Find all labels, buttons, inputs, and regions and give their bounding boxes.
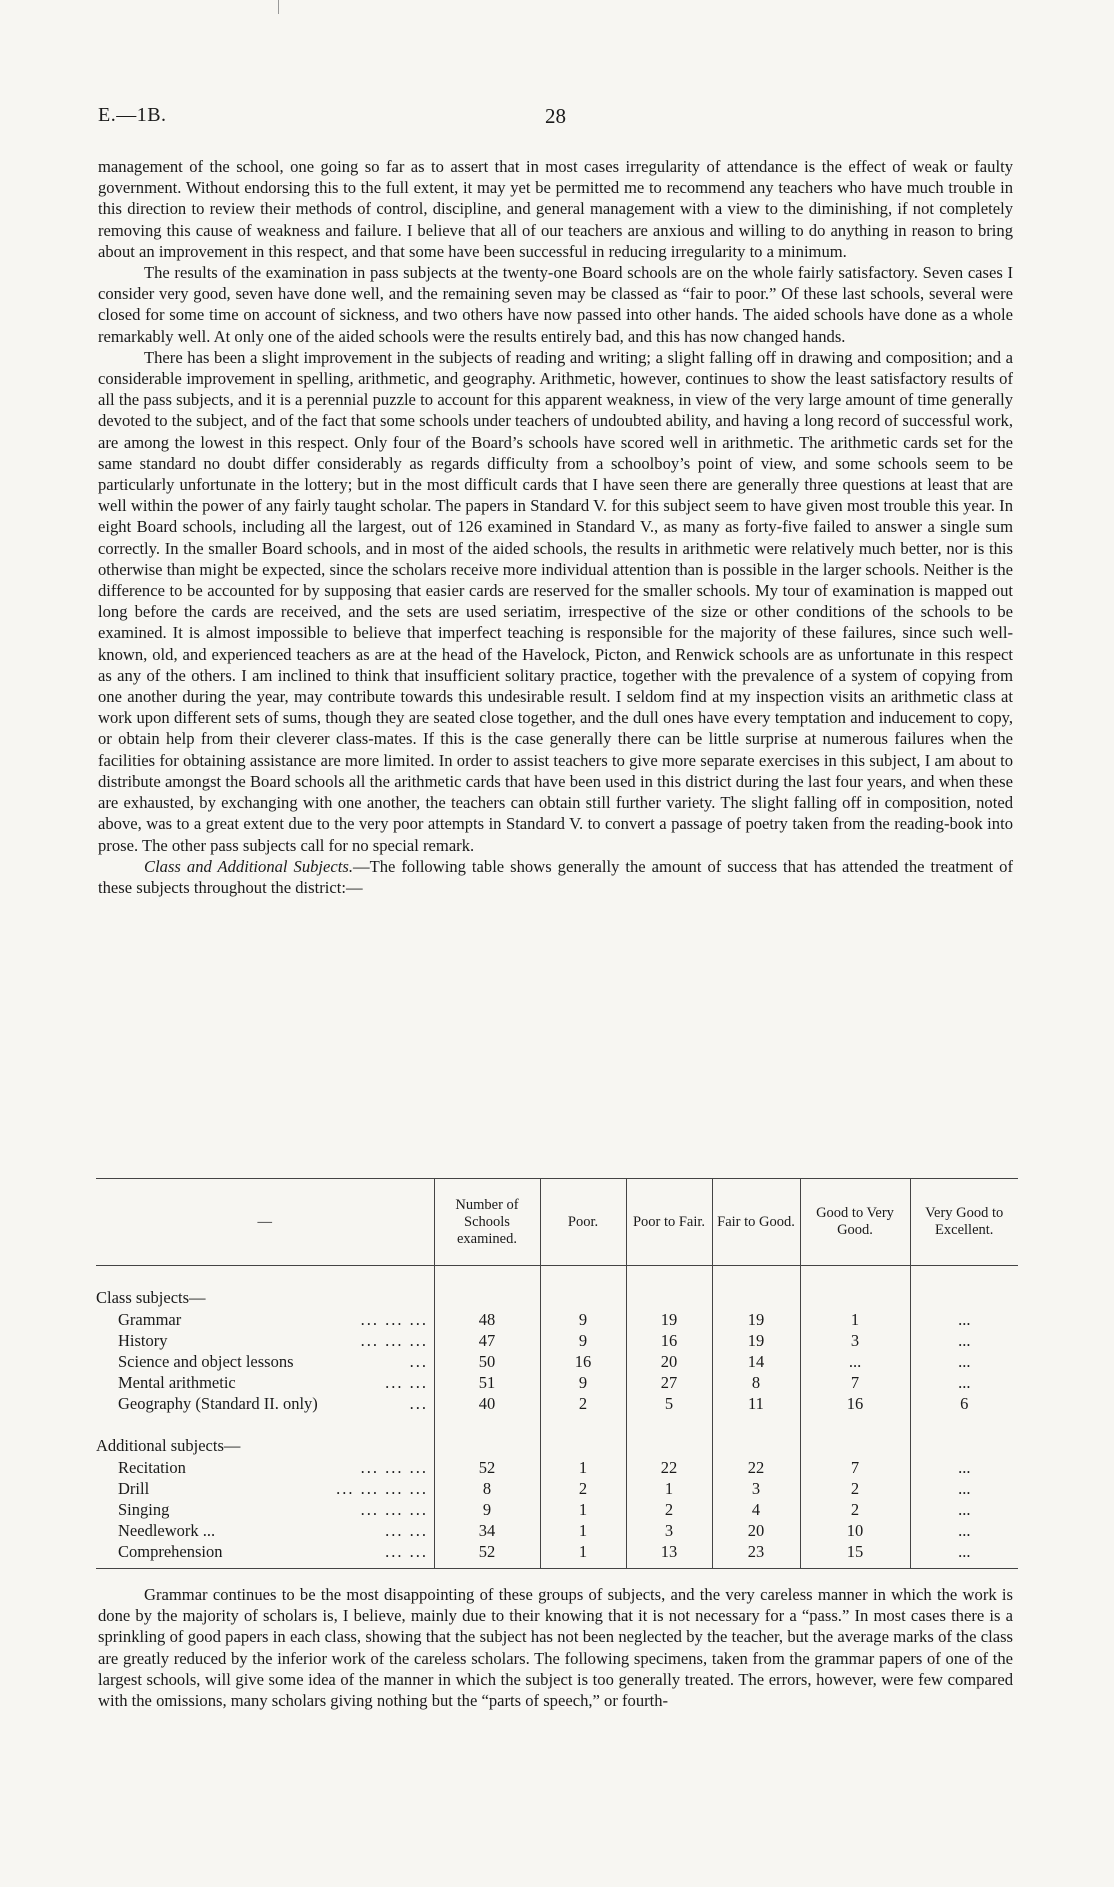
table-cell: ... [910, 1330, 1018, 1351]
table-cell: ... [910, 1351, 1018, 1372]
table-cell: ... [910, 1457, 1018, 1478]
table-cell: 7 [800, 1372, 910, 1393]
body-text [98, 156, 1013, 898]
table-cell: 2 [540, 1393, 626, 1414]
table-cell: 19 [712, 1309, 800, 1330]
table-cell: 27 [626, 1372, 712, 1393]
column-header: — [96, 1179, 434, 1266]
table-row: Mental arithmetic ... ... 51 9 27 8 7 ... [96, 1372, 1018, 1393]
paragraph: There has been a slight improvement in the subjects of reading and writing; a slight falling off in drawing and composition; and a considerable improvement in spelling, arithmetic, and geography. Arithmetic, however, continues to show the least satisfactory results of all the pass subjects, and it is a perennial puzzle to account for this apparent weakness, in view of the very large amount of time generally devoted to the subject, and of the fact that some schools under teachers of undoubted ability, and having a long record of successful work, are among the lowest in this respect. Only four of the Board’s schools have scored well in arithmetic. The arithmetic cards set for the same standard no doubt differ considerably as regards difficulty from a schoolboy’s point of view, and some schools seem to be particularly unfortunate in the lottery; but in the most difficult cards that I have seen there are generally three questions at least that are well within the power of any fairly taught scholar. The papers in Standard V. for this subject seem to have given most trouble this year. In eight Board schools, including all the largest, out of 126 examined in Standard V., as many as forty-five failed to answer a single sum correctly. In the smaller Board schools, and in most of the aided schools, the results in arithmetic were relatively much better, nor is this otherwise than might be expected, since the scholars receive more individual attention than is possible in the larger schools. Neither is the difference to be accounted for by supposing that easier cards are reserved for the smaller schools. My tour of examination is mapped out long before the cards are received, and the sets are used seriatim, irrespective of the size or other conditions of the schools to be examined. It is almost impossible to believe that imperfect teaching is responsible for the majority of these failures, since such well-known, old, and experienced teachers as are at the head of the Havelock, Picton, and Renwick schools are as unfortunate in this respect as any of the others. I am inclined to think that insufficient solitary practice, together with the prevalence of a system of copying from one another during the year, may contribute towards this undesirable result. I seldom find at my inspection visits an arithmetic class at work upon different sets of sums, though they are seated close together, and the dull ones have every temptation and inducement to copy, or obtain help from their cleverer class-mates. If this is the case generally there can be little surprise at numerous failures when the facilities for obtaining assistance are more limited. In order to assist teachers to give more separate exercises in this subject, I am about to distribute amongst the Board schools all the arithmetic cards that have been used in this district during the last four years, and when these are exhausted, by exchanging with one another, the teachers can obtain still further variety. The slight falling off in composition, noted above, was to a great extent due to the very poor attempts in Standard V. to convert a passage of poetry taken from the reading-book into prose. The other pass subjects call for no special remark. [98, 347, 1013, 855]
subjects-table [96, 1178, 1018, 1569]
table-cell: 1 [540, 1499, 626, 1520]
table-intro [98, 856, 1013, 898]
table-row: Singing ... ... ... 9 1 2 4 2 ... [96, 1499, 1018, 1520]
table-cell: 48 [434, 1309, 540, 1330]
table-cell: 2 [800, 1499, 910, 1520]
table-cell: 7 [800, 1457, 910, 1478]
table-intro-text: —The following table shows generally the amount of success that has attended the treatment of these subjects throughout the district:— [98, 856, 1013, 897]
column-header: Good to Very Good. [800, 1179, 910, 1266]
table-cell: ... [910, 1541, 1018, 1569]
subject-label: History [118, 1331, 168, 1350]
table-row: Recitation ... ... ... 52 1 22 22 7 ... [96, 1457, 1018, 1478]
table-cell: 19 [626, 1309, 712, 1330]
table-cell: ... [910, 1478, 1018, 1499]
group-label: Additional subjects— [96, 1436, 241, 1455]
group-row [96, 1286, 1018, 1309]
table-cell: ... [800, 1351, 910, 1372]
subject-label: Singing [118, 1500, 170, 1519]
table-cell: 2 [626, 1499, 712, 1520]
table-cell: ... [910, 1309, 1018, 1330]
table-cell: 11 [712, 1393, 800, 1414]
paragraph: management of the school, one going so far as to assert that in most cases irregularity of attendance is the effect of weak or faulty government. Without endorsing this to the full extent, it may yet be permitted me to recommend any teachers who have much trouble in this direction to review their methods of control, discipline, and general management with a view to the diminishing, if not completely removing this cause of weakness and failure. I believe that all of our teachers are anxious and willing to do anything in reason to bring about an improvement in this respect, and that some have been successful in reducing irregularity to a minimum. [98, 157, 1013, 261]
group-row [96, 1434, 1018, 1457]
page-number: 28 [545, 104, 566, 128]
table-cell: 20 [712, 1520, 800, 1541]
table-cell: 2 [800, 1478, 910, 1499]
table-row: Geography (Standard II. only) ... 40 2 5 11 16 6 [96, 1393, 1018, 1414]
column-header: Poor to Fair. [626, 1179, 712, 1266]
column-header: Very Good to Excellent. [910, 1179, 1018, 1266]
subject-label: Science and object lessons [118, 1352, 294, 1371]
subject-label: Grammar [118, 1310, 182, 1329]
table-cell: 3 [712, 1478, 800, 1499]
table-row: Drill ... ... ... ... 8 2 1 3 2 ... [96, 1478, 1018, 1499]
subjects-table-container [96, 1178, 1018, 1569]
table-row: History ... ... ... 47 9 16 19 3 ... [96, 1330, 1018, 1351]
table-cell: 14 [712, 1351, 800, 1372]
table-cell: 1 [540, 1520, 626, 1541]
closing-text [98, 1584, 1013, 1711]
table-cell: 16 [540, 1351, 626, 1372]
table-cell: 52 [434, 1541, 540, 1569]
table-row: Grammar ... ... ... 48 9 19 19 1 ... [96, 1309, 1018, 1330]
table-cell: 50 [434, 1351, 540, 1372]
table-cell: 52 [434, 1457, 540, 1478]
table-cell: 9 [540, 1309, 626, 1330]
table-cell: 3 [626, 1520, 712, 1541]
table-cell: 19 [712, 1330, 800, 1351]
group-label: Class subjects— [96, 1288, 206, 1307]
column-header: Poor. [540, 1179, 626, 1266]
table-cell: 22 [712, 1457, 800, 1478]
table-cell: 10 [800, 1520, 910, 1541]
subject-label: Drill [118, 1479, 150, 1498]
table-cell: 5 [626, 1393, 712, 1414]
table-cell: ... [910, 1520, 1018, 1541]
table-cell: 9 [540, 1330, 626, 1351]
table-cell: 40 [434, 1393, 540, 1414]
paragraph: Grammar continues to be the most disappointing of these groups of subjects, and the very careless manner in which the work is done by the majority of scholars is, I believe, mainly due to their knowing that it is not necessary for a “pass.” In most cases there is a sprinkling of good papers in each class, showing that the subject has not been neglected by the teacher, but the average marks of the class are greatly reduced by the inferior work of the careless scholars. The following specimens, taken from the grammar papers of one of the largest schools, will give some idea of the manner in which the subject is too generally treated. The errors, however, were few compared with the omissions, many scholars giving nothing but the “parts of speech,” or fourth- [98, 1585, 1013, 1711]
subject-label: Mental arithmetic [118, 1373, 236, 1392]
table-cell: ... [910, 1372, 1018, 1393]
subject-label: Needlework ... [118, 1521, 216, 1540]
table-intro-heading: Class and Additional Subjects. [144, 856, 353, 876]
table-cell: 47 [434, 1330, 540, 1351]
table-row: Science and object lessons ... 50 16 20 14 ... ... [96, 1351, 1018, 1372]
table-cell: 1 [800, 1309, 910, 1330]
table-cell: 22 [626, 1457, 712, 1478]
table-cell: 1 [626, 1478, 712, 1499]
table-cell: ... [910, 1499, 1018, 1520]
table-cell: 51 [434, 1372, 540, 1393]
table-cell: 6 [910, 1393, 1018, 1414]
table-header-row [96, 1179, 1018, 1266]
table-cell: 20 [626, 1351, 712, 1372]
table-cell: 34 [434, 1520, 540, 1541]
subject-label: Comprehension [118, 1542, 223, 1561]
table-cell: 4 [712, 1499, 800, 1520]
table-cell: 1 [540, 1541, 626, 1569]
table-cell: 1 [540, 1457, 626, 1478]
column-header: Fair to Good. [712, 1179, 800, 1266]
subject-label: Geography (Standard II. only) [118, 1394, 318, 1413]
table-cell: 9 [540, 1372, 626, 1393]
table-cell: 9 [434, 1499, 540, 1520]
table-cell: 13 [626, 1541, 712, 1569]
table-row: Comprehension ... ... 52 1 13 23 15 ... [96, 1541, 1018, 1569]
table-cell: 23 [712, 1541, 800, 1569]
table-cell: 8 [712, 1372, 800, 1393]
fold-mark [278, 0, 279, 14]
table-row: Needlework ... ... ... 34 1 3 20 10 ... [96, 1520, 1018, 1541]
column-header: Number of Schools examined. [434, 1179, 540, 1266]
subject-label: Recitation [118, 1458, 186, 1477]
table-cell: 16 [800, 1393, 910, 1414]
page-header [98, 104, 1013, 134]
table-cell: 8 [434, 1478, 540, 1499]
paragraph: The results of the examination in pass subjects at the twenty-one Board schools are on the whole fairly satisfactory. Seven cases I consider very good, seven have done well, and the remaining seven may be classed as “fair to poor.” Of these last schools, several were closed for some time on account of sickness, and two others have now passed into other hands. The aided schools have done as a whole remarkably well. At only one of the aided schools were the results entirely bad, and this has now changed hands. [98, 263, 1013, 346]
table-cell: 16 [626, 1330, 712, 1351]
table-cell: 3 [800, 1330, 910, 1351]
table-cell: 2 [540, 1478, 626, 1499]
document-reference: E.—1B. [98, 104, 167, 126]
table-cell: 15 [800, 1541, 910, 1569]
